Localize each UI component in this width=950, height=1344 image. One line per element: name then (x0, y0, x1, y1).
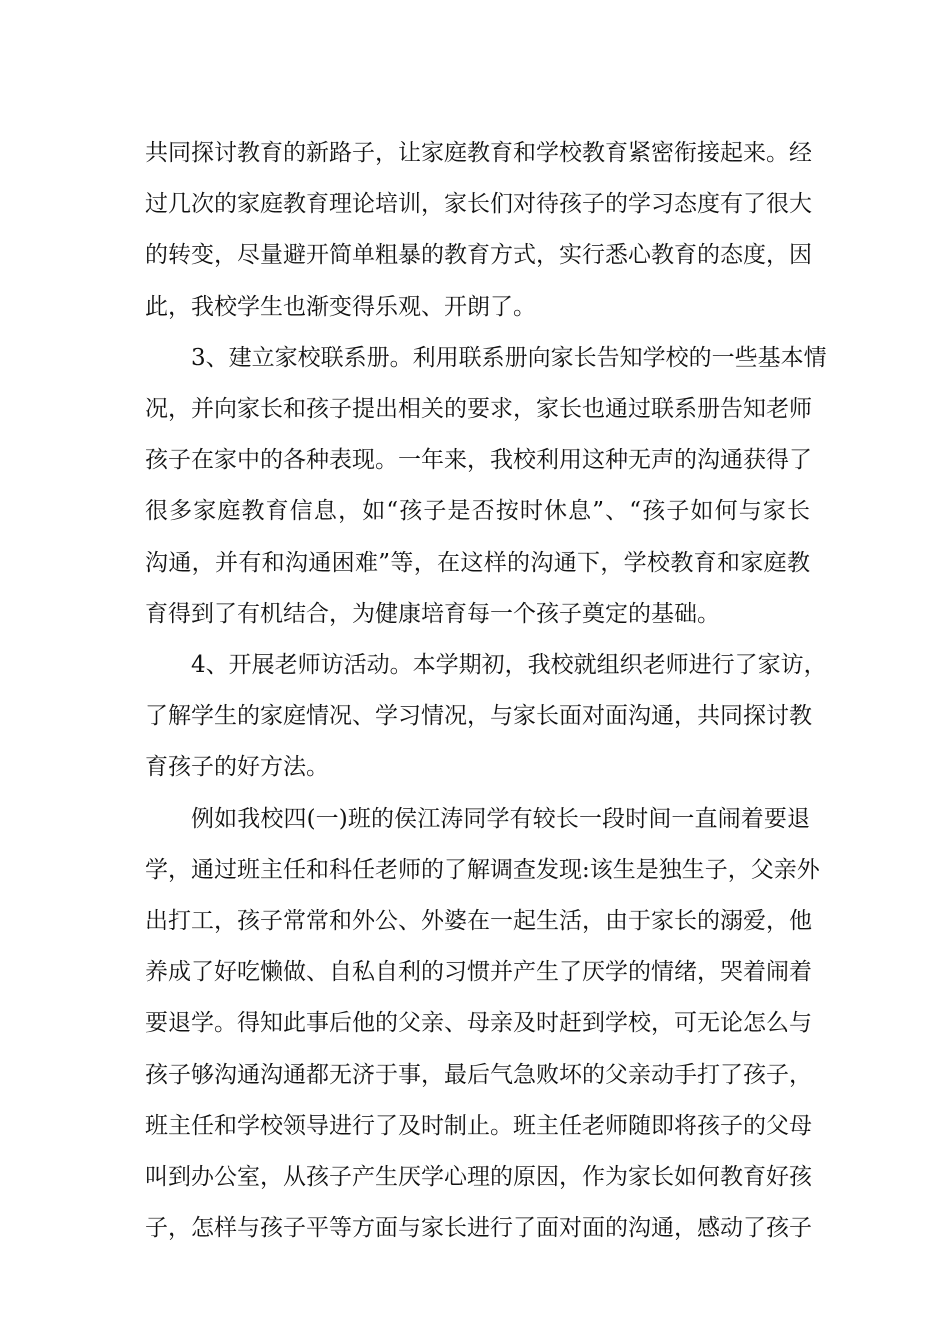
text-line: 养成了好吃懒做、自私自利的习惯并产生了厌学的情绪，哭着闹着 (145, 959, 812, 986)
text-line: 况，并向家长和孩子提出相关的要求，家长也通过联系册告知老师 (145, 396, 812, 423)
text-line: 学，通过班主任和科任老师的了解调查发现:该生是独生子，父亲外 (145, 856, 820, 883)
text-line: 3、建立家校联系册。利用联系册向家长告知学校的一些基本情 (191, 344, 827, 371)
text-line: 4、开展老师访活动。本学期初，我校就组织老师进行了家访， (191, 652, 827, 679)
document-body (145, 128, 827, 1254)
text-line: 过几次的家庭教育理论培训，家长们对待孩子的学习态度有了很大 (145, 191, 812, 218)
text-line: 子，怎样与孩子平等方面与家长进行了面对面的沟通，感动了孩子 (145, 1215, 812, 1242)
paragraph-1 (145, 128, 810, 333)
text-line: 要退学。得知此事后他的父亲、母亲及时赶到学校，可无论怎么与 (145, 1010, 812, 1037)
paragraph-4 (145, 794, 820, 1255)
text-line: 例如我校四(一)班的侯江涛同学有较长一段时间一直闹着要退 (191, 805, 810, 832)
text-line: 的转变，尽量避开简单粗暴的教育方式，实行悉心教育的态度，因 (145, 242, 812, 269)
text-line: 了解学生的家庭情况、学习情况，与家长面对面沟通，共同探讨教 (145, 703, 812, 730)
text-line: 很多家庭教育信息，如“孩子是否按时休息”、“孩子如何与家长 (145, 498, 810, 525)
text-line: 班主任和学校领导进行了及时制止。班主任老师随即将孩子的父母 (145, 1112, 812, 1139)
text-line: 叫到办公室，从孩子产生厌学心理的原因，作为家长如何教育好孩 (145, 1164, 812, 1191)
text-line: 孩子在家中的各种表现。一年来，我校利用这种无声的沟通获得了 (145, 447, 812, 474)
text-line: 此，我校学生也渐变得乐观、开朗了。 (145, 293, 536, 320)
text-line: 出打工，孩子常常和外公、外婆在一起生活，由于家长的溺爱，他 (145, 908, 812, 935)
text-line: 沟通，并有和沟通困难”等，在这样的沟通下，学校教育和家庭教 (145, 549, 810, 576)
text-line: 孩子够沟通沟通都无济于事，最后气急败坏的父亲动手打了孩子， (145, 1061, 812, 1088)
text-line: 育得到了有机结合，为健康培育每一个孩子奠定的基础。 (145, 600, 720, 627)
paragraph-2 (145, 333, 827, 640)
paragraph-3 (145, 640, 827, 794)
text-line: 育孩子的好方法。 (145, 754, 329, 781)
text-line: 共同探讨教育的新路子，让家庭教育和学校教育紧密衔接起来。经 (145, 140, 812, 166)
